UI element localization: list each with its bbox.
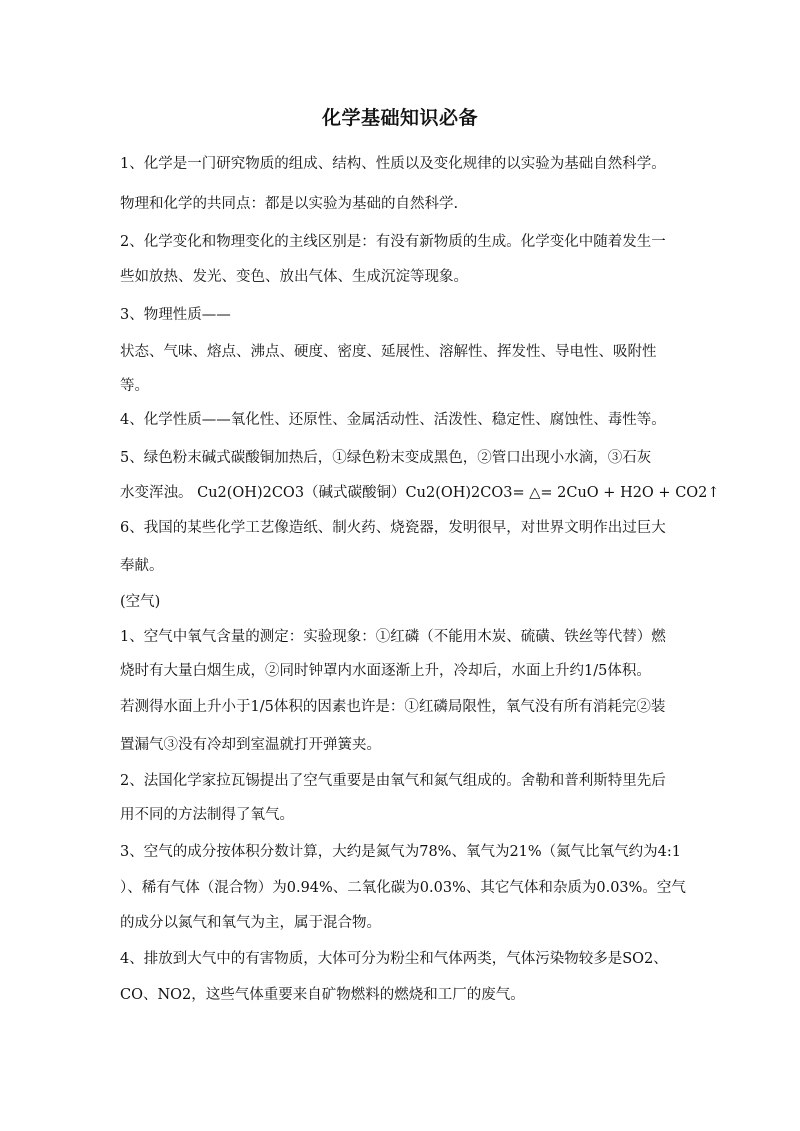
text-line: 1、化学是一门研究物质的组成、结构、性质以及变化规律的以实验为基础自然科学。 — [120, 156, 666, 172]
text-line: 2、法国化学家拉瓦锡提出了空气重要是由氧气和氮气组成的。舍勒和普利斯特里先后 — [120, 773, 666, 789]
text-line: 物理和化学的共同点：都是以实验为基础的自然科学. — [120, 196, 459, 212]
text-line: 等。 — [120, 378, 149, 394]
text-line: 1、空气中氧气含量的测定：实验现象：①红磷（不能用木炭、硫磺、铁丝等代替）燃 — [120, 629, 666, 645]
text-line: 若测得水面上升小于1/5体积的因素也许是：①红磷局限性，氧气没有所有消耗完②装 — [120, 699, 666, 715]
document-title: 化学基础知识必备 — [321, 107, 478, 129]
text-line: 6、我国的某些化学工艺像造纸、制火药、烧瓷器，发明很早，对世界文明作出过巨大 — [120, 520, 666, 536]
text-line: 3、空气的成分按体积分数计算，大约是氮气为78%、氧气为21%（氮气比氧气约为4:1 — [120, 844, 682, 860]
text-line: 4、化学性质——氧化性、还原性、金属活动性、活泼性、稳定性、腐蚀性、毒性等。 — [120, 412, 666, 428]
text-line: 奉献。 — [120, 558, 164, 574]
text-line: 用不同的方法制得了氧气。 — [120, 807, 294, 823]
text-line: CO、NO2，这些气体重要来自矿物燃料的燃烧和工厂的废气。 — [120, 987, 525, 1003]
text-line: 置漏气③没有冷却到室温就打开弹簧夹。 — [120, 737, 381, 753]
text-line: 水变浑浊。 Cu2(OH)2CO3（碱式碳酸铜）Cu2(OH)2CO3= △= 2CuO + H2O + CO2↑ — [120, 485, 720, 501]
text-line: 的成分以氮气和氧气为主，属于混合物。 — [120, 915, 381, 931]
text-line: 4、排放到大气中的有害物质，大体可分为粉尘和气体两类，气体污染物较多是SO2、 — [120, 951, 668, 967]
text-line: ）、稀有气体（混合物）为0.94%、二氧化碳为0.03%、其它气体和杂质为0.03%。空气 — [120, 880, 686, 896]
text-line: 3、物理性质—— — [120, 307, 231, 323]
text-line: 些如放热、发光、变色、放出气体、生成沉淀等现象。 — [120, 269, 468, 285]
text-line: 5、绿色粉末碱式碳酸铜加热后，①绿色粉末变成黑色，②管口出现小水滴，③石灰 — [120, 450, 652, 466]
text-line: 2、化学变化和物理变化的主线区别是：有没有新物质的生成。化学变化中随着发生一 — [120, 234, 666, 250]
text-line: 状态、气味、熔点、沸点、硬度、密度、延展性、溶解性、挥发性、导电性、吸附性 — [120, 344, 657, 360]
text-line: 烧时有大量白烟生成，②同时钟罩内水面逐渐上升，冷却后，水面上升约1/5体积。 — [120, 663, 651, 679]
section-heading: (空气) — [120, 594, 161, 610]
